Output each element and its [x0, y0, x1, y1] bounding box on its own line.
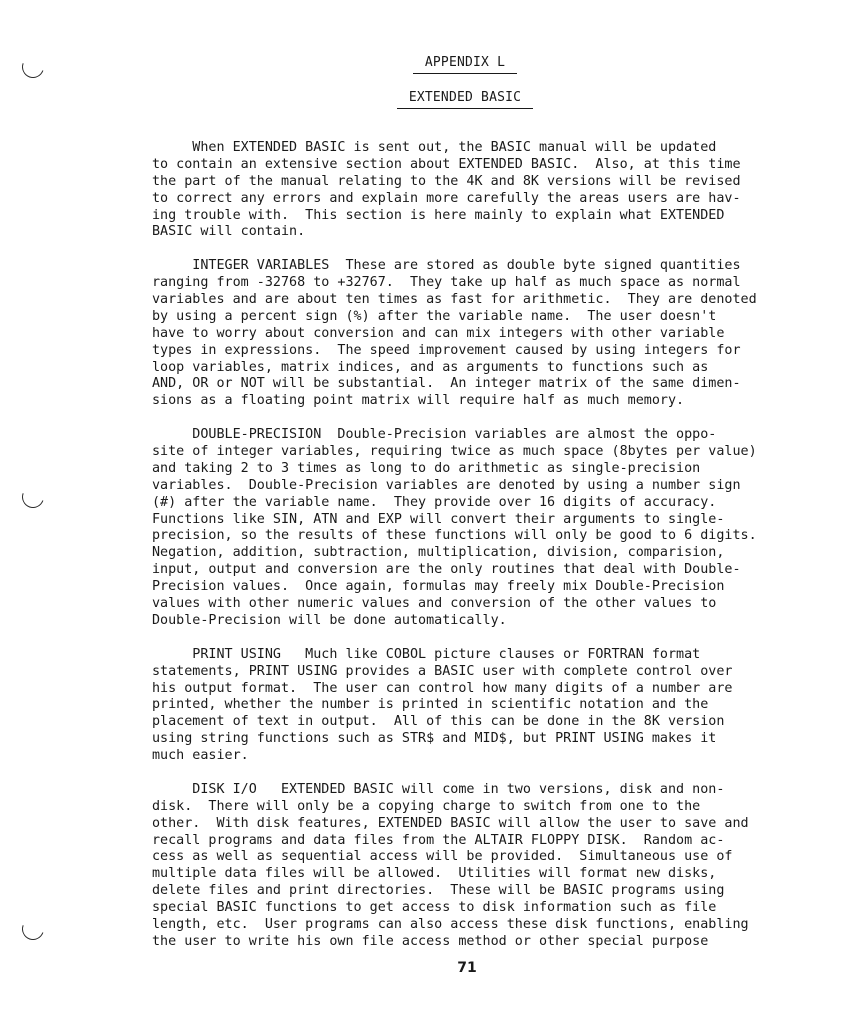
text-line: Negation, addition, subtraction, multiplication, division, comparision, [152, 545, 725, 561]
text-line: variables and are about ten times as fast for arithmetic. They are denoted [152, 292, 757, 308]
text-line: length, etc. User programs can also access these disk functions, enabling [152, 916, 749, 932]
text-line: the part of the manual relating to the 4K and 8K versions will be revised [152, 173, 741, 189]
text-line: values with other numeric values and conversion of the other values to [152, 596, 717, 612]
page-number: 71 [457, 960, 477, 976]
text-line: disk. There will only be a copying charge to switch from one to the [152, 798, 701, 814]
punch-hole-middle [18, 482, 47, 511]
text-line: multiple data files will be allowed. Utilities will format new disks, [152, 866, 717, 882]
text-line: input, output and conversion are the only routines that deal with Double- [152, 562, 741, 578]
text-line: and taking 2 to 3 times as long to do arithmetic as single-precision [152, 460, 701, 476]
text-line: using string functions such as STR$ and MID$, but PRINT USING makes it [152, 731, 717, 747]
text-line: Double-Precision will be done automatically. [152, 612, 507, 628]
text-line: DISK I/O EXTENDED BASIC will come in two versions, disk and non- [152, 781, 725, 797]
text-line: to contain an extensive section about EXTENDED BASIC. Also, at this time [152, 156, 741, 172]
text-line: delete files and print directories. These will be BASIC programs using [152, 883, 725, 899]
text-line: Precision values. Once again, formulas may freely mix Double-Precision [152, 579, 725, 595]
text-line: to correct any errors and explain more carefully the areas users are hav- [152, 190, 741, 206]
text-line: sions as a floating point matrix will require half as much memory. [152, 393, 685, 409]
text-line: DOUBLE-PRECISION Double-Precision variables are almost the oppo- [152, 427, 717, 443]
text-line: the user to write his own file access method or other special purpose [152, 933, 709, 949]
text-line: AND, OR or NOT will be substantial. An integer matrix of the same dimen- [152, 376, 741, 392]
text-line: special BASIC functions to get access to disk information such as file [152, 900, 717, 916]
text-line: cess as well as sequential access will be provided. Simultaneous use of [152, 849, 733, 865]
text-line: site of integer variables, requiring twice as much space (8bytes per value) [152, 444, 757, 460]
text-line: PRINT USING Much like COBOL picture clauses or FORTRAN format [152, 646, 701, 662]
punch-hole-bottom [18, 914, 47, 943]
text-line: precision, so the results of these functions will only be good to 6 digits. [152, 528, 757, 544]
text-line: other. With disk features, EXTENDED BASIC will allow the user to save and [152, 815, 749, 831]
text-line: variables. Double-Precision variables are denoted by using a number sign [152, 477, 741, 493]
text-line: by using a percent sign (%) after the variable name. The user doesn't [152, 308, 717, 324]
section-title: EXTENDED BASIC [397, 90, 533, 109]
text-line: placement of text in output. All of this can be done in the 8K version [152, 714, 725, 730]
text-line: much easier. [152, 748, 249, 764]
section-heading [0, 90, 868, 109]
paragraph [152, 258, 852, 410]
appendix-title: APPENDIX L [413, 55, 517, 74]
text-line: loop variables, matrix indices, and as arguments to functions such as [152, 359, 709, 375]
text-line: INTEGER VARIABLES These are stored as double byte signed quantities [152, 258, 741, 274]
appendix-heading [0, 55, 868, 74]
text-line: ing trouble with. This section is here mainly to explain what EXTENDED [152, 207, 725, 223]
text-line: ranging from -32768 to +32767. They take up half as much space as normal [152, 275, 741, 291]
text-line: (#) after the variable name. They provide over 16 digits of accuracy. [152, 494, 717, 510]
text-line: have to worry about conversion and can mix integers with other variable [152, 325, 725, 341]
paragraph [152, 427, 852, 630]
text-line: his output format. The user can control how many digits of a number are [152, 680, 733, 696]
text-line: types in expressions. The speed improvement caused by using integers for [152, 342, 741, 358]
text-line: statements, PRINT USING provides a BASIC user with complete control over [152, 663, 733, 679]
text-line: BASIC will contain. [152, 224, 306, 240]
paragraph [152, 782, 852, 951]
paragraph [152, 647, 852, 765]
text-line: recall programs and data files from the ALTAIR FLOPPY DISK. Random ac- [152, 832, 725, 848]
text-line: printed, whether the number is printed in scientific notation and the [152, 697, 709, 713]
text-line: When EXTENDED BASIC is sent out, the BASIC manual will be updated [152, 140, 717, 155]
body-text [152, 140, 852, 968]
text-line: Functions like SIN, ATN and EXP will convert their arguments to single- [152, 511, 725, 527]
paragraph [152, 140, 852, 241]
